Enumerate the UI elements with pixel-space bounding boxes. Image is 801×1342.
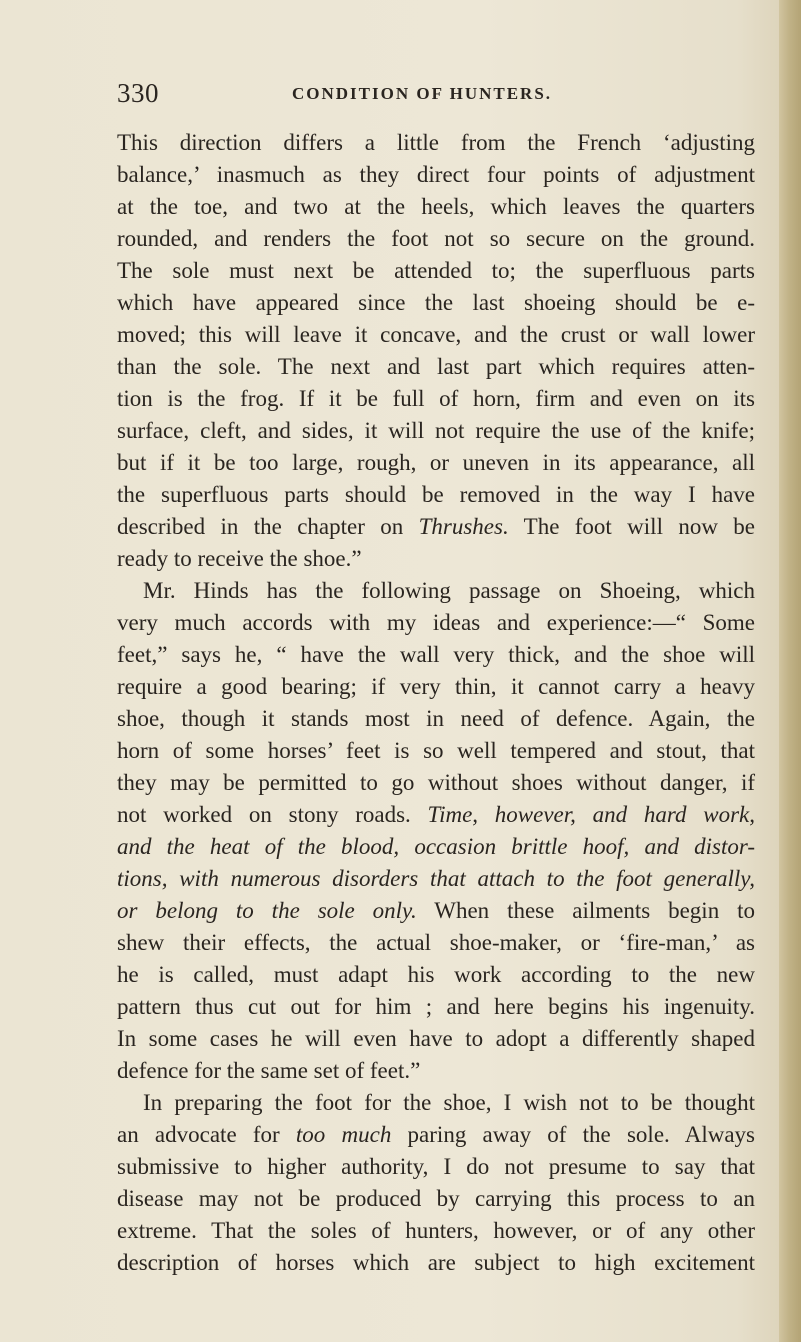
text-run: paring away of the sole. Always [391,1122,755,1147]
text-run: not worked on stony roads. [117,802,428,827]
running-head: CONDITION OF HUNTERS. [292,84,553,103]
text-line [117,1087,755,1119]
text-line [117,1055,755,1087]
text-line [117,767,755,799]
text-line [117,191,755,223]
text-line [117,127,755,159]
text-line [117,863,755,895]
text-run: surface, cleft, and sides, it will not require the use of the knife; [117,418,755,443]
italic-text: and the heat of the blood, occasion brittle hoof, and distor- [117,834,755,859]
text-line [117,415,755,447]
italic-text: tions, with numerous disorders that attach to the foot generally, [117,866,755,891]
italic-text: too much [295,1122,392,1147]
text-line [117,1119,755,1151]
text-line [117,1215,755,1247]
text-line [117,1247,755,1279]
text-line [117,895,755,927]
text-run: ready to receive the shoe.” [117,546,362,571]
page-edge [779,0,801,1342]
text-line [117,671,755,703]
text-line [117,447,755,479]
text-run: the superfluous parts should be removed in the way I have [117,482,755,507]
text-run: submissive to higher authority, I do not presume to say that [117,1154,755,1179]
italic-text: Time, however, and hard work, [427,802,755,827]
text-run: described in the chapter on [117,514,419,539]
text-run: very much accords with my ideas and experience:—“ Some [117,610,755,635]
text-run: pattern thus cut out for him ; and here begins his ingenuity. [117,994,755,1019]
text-run: balance,’ inasmuch as they direct four points of adjustment [117,162,755,187]
italic-text: or belong to the sole only. [117,898,417,923]
text-line [117,159,755,191]
text-line [117,255,755,287]
text-line [117,575,755,607]
text-line [117,223,755,255]
text-run: moved; this will leave it concave, and the crust or wall lower [117,322,755,347]
text-run: extreme. That the soles of hunters, however, or of any other [117,1218,755,1243]
text-line [117,351,755,383]
text-line [117,383,755,415]
text-run: In some cases he will even have to adopt a differently shaped [117,1026,755,1051]
text-run: This direction differs a little from the French ‘adjusting [117,130,755,155]
text-line [117,1183,755,1215]
text-run: The foot will now be [508,514,755,539]
text-run: rounded, and renders the foot not so secure on the ground. [117,226,755,251]
text-run: In preparing the foot for the shoe, I wish not to be thought [143,1090,755,1115]
text-line [117,511,755,543]
text-run: they may be permitted to go without shoes without danger, if [117,770,755,795]
page-header [117,78,757,118]
text-run: shew their effects, the actual shoe-maker, or ‘fire-man,’ as [117,930,755,955]
text-line [117,319,755,351]
text-line [117,479,755,511]
page-number: 330 [117,78,159,108]
text-line [117,1023,755,1055]
text-line [117,799,755,831]
text-line [117,607,755,639]
text-line [117,735,755,767]
text-run: than the sole. The next and last part which requires atten- [117,354,755,379]
text-run: description of horses which are subject to high excitement [117,1250,755,1275]
text-run: require a good bearing; if very thin, it cannot carry a heavy [117,674,755,699]
text-run: disease may not be produced by carrying this process to an [117,1186,755,1211]
text-run: feet,” says he, “ have the wall very thick, and the shoe will [117,642,755,667]
text-run: he is called, must adapt his work according to the new [117,962,755,987]
text-line [117,959,755,991]
text-line [117,991,755,1023]
italic-text: Thrushes. [418,514,509,539]
text-run: The sole must next be attended to; the superfluous parts [117,258,755,283]
text-run: at the toe, and two at the heels, which leaves the quarters [117,194,755,219]
body-text [117,127,755,1279]
text-line [117,639,755,671]
text-line [117,543,755,575]
text-line [117,703,755,735]
text-run: tion is the frog. If it be full of horn, firm and even on its [117,386,755,411]
text-line [117,831,755,863]
text-run: defence for the same set of feet.” [117,1058,421,1083]
text-run: shoe, though it stands most in need of defence. Again, the [117,706,755,731]
text-line [117,287,755,319]
text-run: but if it be too large, rough, or uneven in its appearance, all [117,450,755,475]
text-run: an advocate for [117,1122,296,1147]
text-run: Mr. Hinds has the following passage on Shoeing, which [143,578,755,603]
text-line [117,927,755,959]
text-run: When these ailments begin to [416,898,755,923]
text-run: which have appeared since the last shoeing should be e- [117,290,755,315]
text-line [117,1151,755,1183]
text-run: horn of some horses’ feet is so well tempered and stout, that [117,738,755,763]
